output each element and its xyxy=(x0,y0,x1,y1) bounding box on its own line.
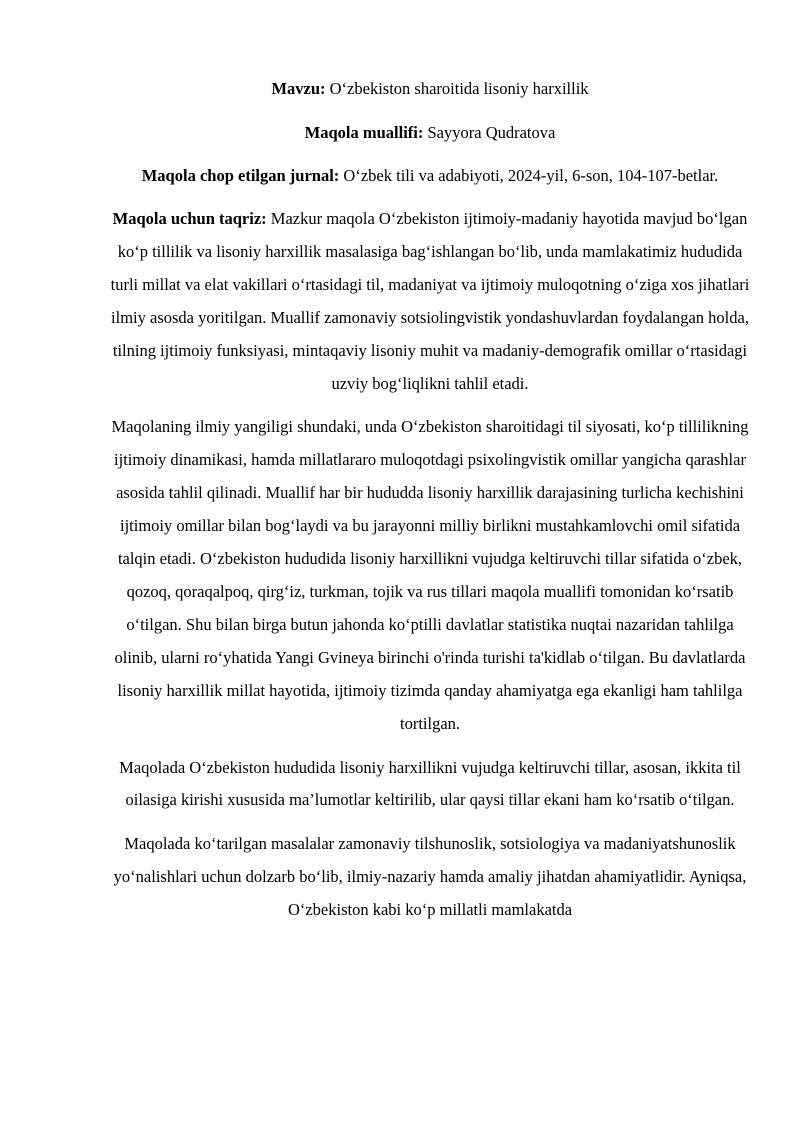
topic-label: Mavzu: xyxy=(271,79,326,98)
journal-value: O‘zbek tili va adabiyoti, 2024-yil, 6-son, 104-107-betlar. xyxy=(339,166,719,185)
topic-line xyxy=(110,72,750,105)
review-paragraph-4: Maqolada ko‘tarilgan masalalar zamonaviy tilshunoslik, sotsiologiya va madaniyatshunoslik yo‘nalishlari uchun dolzarb bo‘lib, ilmiy-nazariy hamda amaliy jihatdan ahamiyatlidir. Ayniqsa, O‘zbekiston kabi ko‘p millatli mamlakatda xyxy=(113,834,747,920)
review-paragraph-3: Maqolada O‘zbekiston hududida lisoniy harxillikni vujudga keltiruvchi tillar, asosan, ikkita til oilasiga kirishi xususida ma’lumotlar keltirilib, ular qaysi tillar ekani ham ko‘rsatib o‘tilgan. xyxy=(119,757,741,810)
journal-label: Maqola chop etilgan jurnal: xyxy=(141,166,340,185)
journal-line xyxy=(110,160,750,192)
author-label: Maqola muallifi: xyxy=(304,123,424,142)
author-line xyxy=(110,116,750,149)
topic-value: O‘zbekiston sharoitida lisoniy harxillik xyxy=(325,79,589,98)
author-value: Sayyora Qudratova xyxy=(423,123,556,142)
review-paragraph-2: Maqolaning ilmiy yangiligi shundaki, unda O‘zbekiston sharoitidagi til siyosati, ko‘p tillilikning ijtimoiy dinamikasi, hamda millatlararo muloqotdagi psixolingvistik omillar yangicha qarashlar asosida tahlil qilinadi. Muallif har bir hududda lisoniy harxillik darajasining turlicha kechishini ijtimoiy omillar bilan bog‘laydi va bu jarayonni milliy birlikni mustahkamlovchi omil sifatida talqin etadi. O‘zbekiston hududida lisoniy harxillikni vujudga keltiruvchi tillar sifatida o‘zbek, qozoq, qoraqalpoq, qirg‘iz, turkman, tojik va rus tillari maqola muallifi tomonidan ko‘rsatib o‘tilgan. Shu bilan birga butun jahonda ko‘ptilli davlatlar statistika nuqtai nazaridan tahlilga olinib, ularni ro‘yhatida Yangi Gvineya birinchi o'rinda turishi ta'kidlab o‘tilgan. Bu davlatlarda lisoniy harxillik millat hayotida, ijtimoiy tizimda qanday ahamiyatga ega ekanligi ham tahlilga tortilgan. xyxy=(111,417,749,733)
review-label: Maqola uchun taqriz: xyxy=(112,209,267,228)
document-page xyxy=(110,72,750,938)
review-paragraph-1 xyxy=(110,203,750,400)
review-paragraph-1-text: Mazkur maqola O‘zbekiston ijtimoiy-madaniy hayotida mavjud bo‘lgan ko‘p tillilik va lisoniy harxillik masalasiga bag‘ishlangan bo‘lib, unda mamlakatimiz hududida turli millat va elat vakillari o‘rtasidagi til, madaniyat va ijtimoiy muloqotning o‘ziga xos jihatlari ilmiy asosda yoritilgan. Muallif zamonaviy sotsiolingvistik yondashuvlardan foydalangan holda, tilning ijtimoiy funksiyasi, mintaqaviy lisoniy muhit va madaniy-demografik omillar o‘rtasidagi uzviy bog‘liqlikni tahlil etadi. xyxy=(110,209,750,393)
